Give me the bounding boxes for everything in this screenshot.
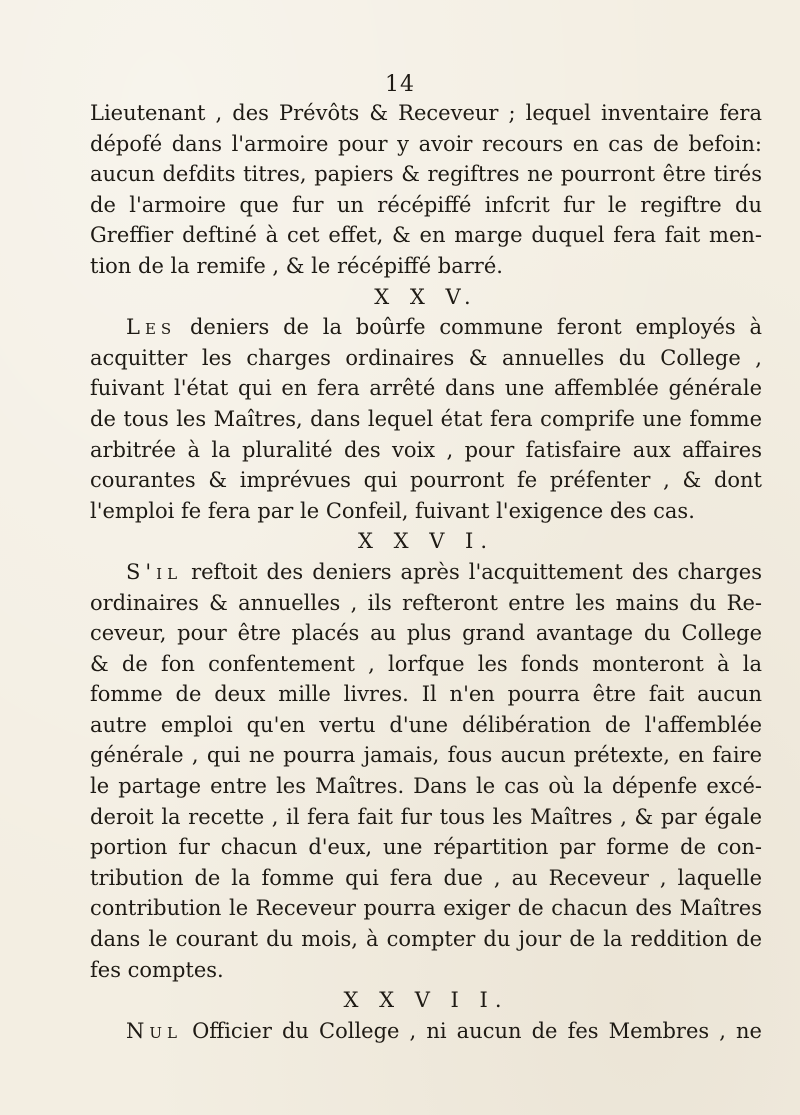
- text-line: Lieutenant , des Prévôts & Receveur ; lequel inventaire fera: [90, 101, 762, 125]
- text-line: aucun defdits titres, papiers & regiftres ne pourront être tirés: [90, 162, 762, 187]
- text-line: autre emploi qu'en vertu d'une délibération de l'affemblée: [90, 712, 762, 737]
- text-line: deniers de la boûrfe commune feront employés à: [189, 315, 762, 340]
- text-line: générale , qui ne pourra jamais, fous aucun prétexte, en faire: [90, 743, 762, 768]
- body-text: [90, 98, 762, 1046]
- text-line: Officier du College , ni aucun de fes Membres , ne: [192, 1018, 762, 1043]
- article-lead-word: Les: [126, 315, 177, 340]
- text-line: portion fur chacun d'eux, une répartition par forme de con-: [90, 835, 762, 860]
- article-first-line: [90, 312, 762, 343]
- text-line: reftoit des deniers après l'acquittement des charges: [191, 559, 762, 584]
- text-line: l'emploi fe fera par le Confeil, fuivant l'exigence des cas.: [90, 498, 695, 523]
- text-line: courantes & imprévues qui pourront fe préfenter , & dont: [90, 468, 762, 493]
- text-line: le partage entre les Maîtres. Dans le cas où la dépenfe excé-: [90, 774, 762, 799]
- text-line: de tous les Maîtres, dans lequel état fera comprife une fomme: [90, 406, 762, 431]
- article-heading: X X V I I.: [343, 988, 509, 1013]
- text-line: tribution de la fomme qui fera due , au Receveur , laquelle: [90, 865, 762, 890]
- article-lead-word: Nul: [126, 1018, 182, 1043]
- text-line: & de fon confentement , lorfque les fonds monteront à la: [90, 651, 762, 676]
- article-heading: X X V.: [374, 284, 478, 309]
- text-line: fes comptes.: [90, 957, 224, 982]
- text-line: dépofé dans l'armoire pour y avoir recours en cas de befoin:: [90, 131, 762, 156]
- text-line: dans le courant du mois, à compter du jour de la reddition de: [90, 927, 762, 952]
- text-line: ceveur, pour être placés au plus grand avantage du College: [90, 621, 762, 646]
- article-first-line: [90, 1016, 762, 1047]
- text-line: tion de la remife , & le récépiffé barré.: [90, 253, 503, 278]
- text-line: fomme de deux mille livres. Il n'en pourra être fait aucun: [90, 682, 762, 707]
- text-line: arbitrée à la pluralité des voix , pour fatisfaire aux affaires: [90, 437, 762, 462]
- text-line: contribution le Receveur pourra exiger de chacun des Maîtres: [90, 896, 762, 921]
- text-line: de l'armoire que fur un récépiffé infcrit fur le regiftre du: [90, 192, 762, 217]
- article-heading: X X V I.: [357, 529, 495, 554]
- article-lead-word: S'il: [126, 559, 183, 584]
- page-number: 14: [385, 72, 415, 97]
- text-line: Greffier deftiné à cet effet, & en marge duquel fera fait men-: [90, 223, 762, 248]
- text-line: deroit la recette , il fera fait fur tous les Maîtres , & par égale: [90, 804, 762, 829]
- article-first-line: [90, 557, 762, 588]
- text-line: fuivant l'état qui en fera arrêté dans une affemblée générale: [90, 376, 762, 401]
- text-line: ordinaires & annuelles , ils refteront entre les mains du Re-: [90, 590, 762, 615]
- text-line: acquitter les charges ordinaires & annuelles du College ,: [90, 345, 762, 370]
